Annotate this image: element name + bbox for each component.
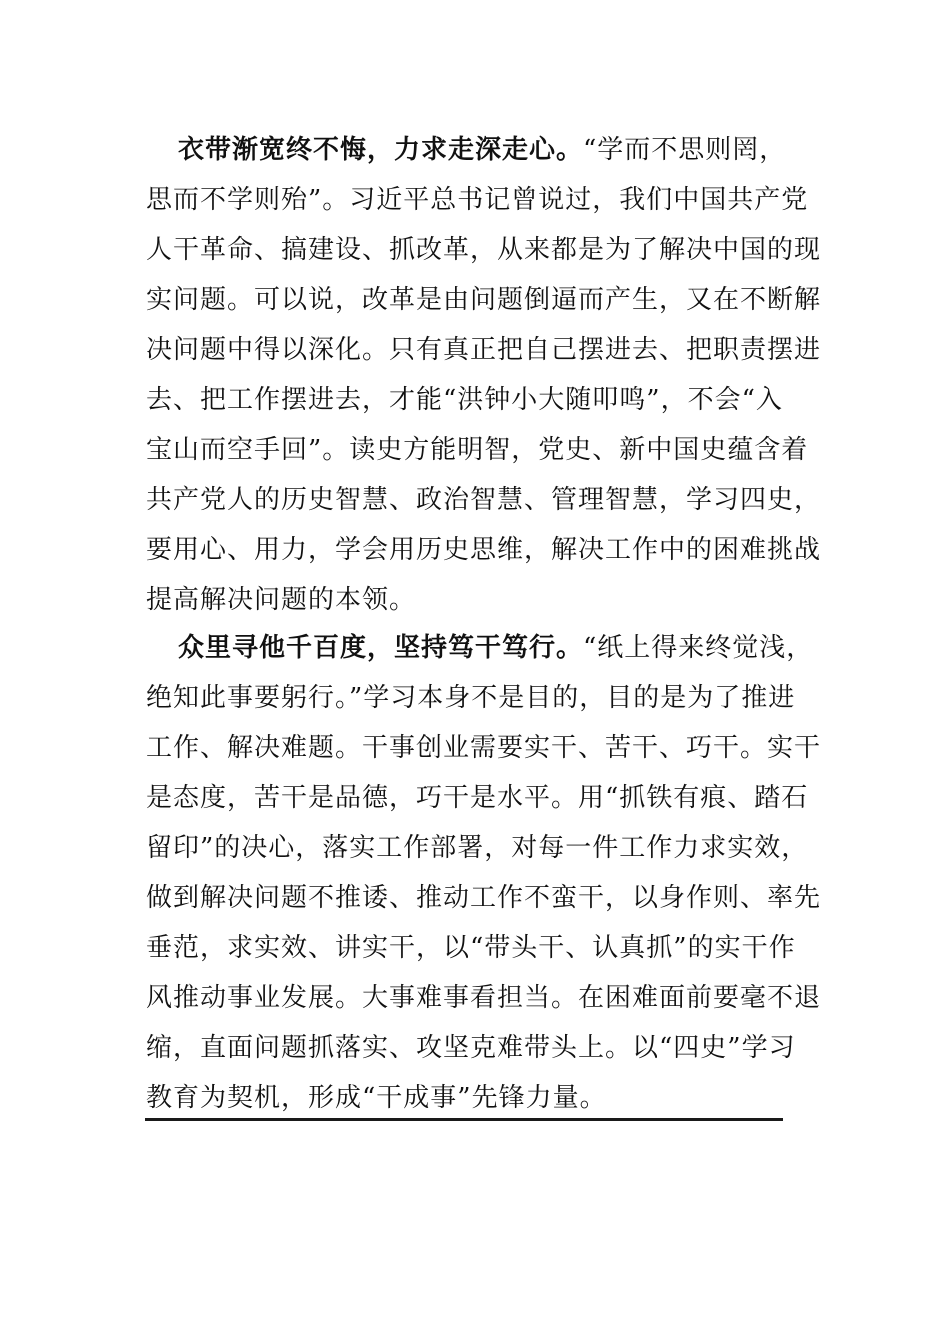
- paragraph-line: 垂范，求实效、讲实干，以“带头干、认真抓”的实干作: [146, 933, 796, 963]
- paragraph-line: 缩，直面问题抓落实、攻坚克难带头上。以“四史”学习: [146, 1033, 796, 1063]
- paragraph-line: 实问题。可以说，改革是由问题倒逼而产生，又在不断解: [146, 285, 822, 315]
- paragraph-lead: 众里寻他千百度，坚持笃干笃行。: [178, 633, 584, 663]
- paragraph-line: 提高解决问题的本领。: [146, 585, 417, 615]
- paragraph-line: 共产党人的历史智慧、政治智慧、管理智慧，学习四史，: [146, 485, 822, 515]
- paragraph-line: 风推动事业发展。大事难事看担当。在困难面前要毫不退: [146, 983, 822, 1013]
- paragraph-line: [178, 628, 813, 668]
- paragraph-line: [178, 130, 786, 170]
- paragraph-line: 工作、解决难题。干事创业需要实干、苦干、巧干。实干: [146, 733, 822, 763]
- paragraph-lead: 衣带渐宽终不悔，力求走深走心。: [178, 135, 584, 165]
- paragraph-text: “学而不思则罔，: [583, 135, 787, 165]
- paragraph-line: 绝知此事要躬行。”学习本身不是目的，目的是为了推进: [146, 683, 796, 713]
- paragraph-line: 宝山而空手回”。读史方能明智，党史、新中国史蕴含着: [146, 435, 809, 465]
- paragraph-line: 要用心、用力，学会用历史思维，解决工作中的困难挑战: [146, 535, 822, 565]
- paragraph-line: 思而不学则殆”。习近平总书记曾说过，我们中国共产党: [146, 185, 809, 215]
- paragraph-line: 做到解决问题不推诿、推动工作不蛮干，以身作则、率先: [146, 883, 822, 913]
- paragraph-line: 去、把工作摆进去，才能“洪钟小大随叩鸣”，不会“入: [146, 385, 783, 415]
- paragraph-text: “纸上得来终觉浅，: [583, 633, 814, 663]
- section-divider: [145, 1118, 783, 1121]
- paragraph-line: 留印”的决心，落实工作部署，对每一件工作力求实效，: [146, 833, 809, 863]
- paragraph-line: 是态度，苦干是品德，巧干是水平。用“抓铁有痕、踏石: [146, 783, 809, 813]
- paragraph-line: 决问题中得以深化。只有真正把自己摆进去、把职责摆进: [146, 335, 822, 365]
- paragraph-line: 教育为契机，形成“干成事”先锋力量。: [146, 1083, 607, 1113]
- paragraph-line: 人干革命、搞建设、抓改革，从来都是为了解决中国的现: [146, 235, 822, 265]
